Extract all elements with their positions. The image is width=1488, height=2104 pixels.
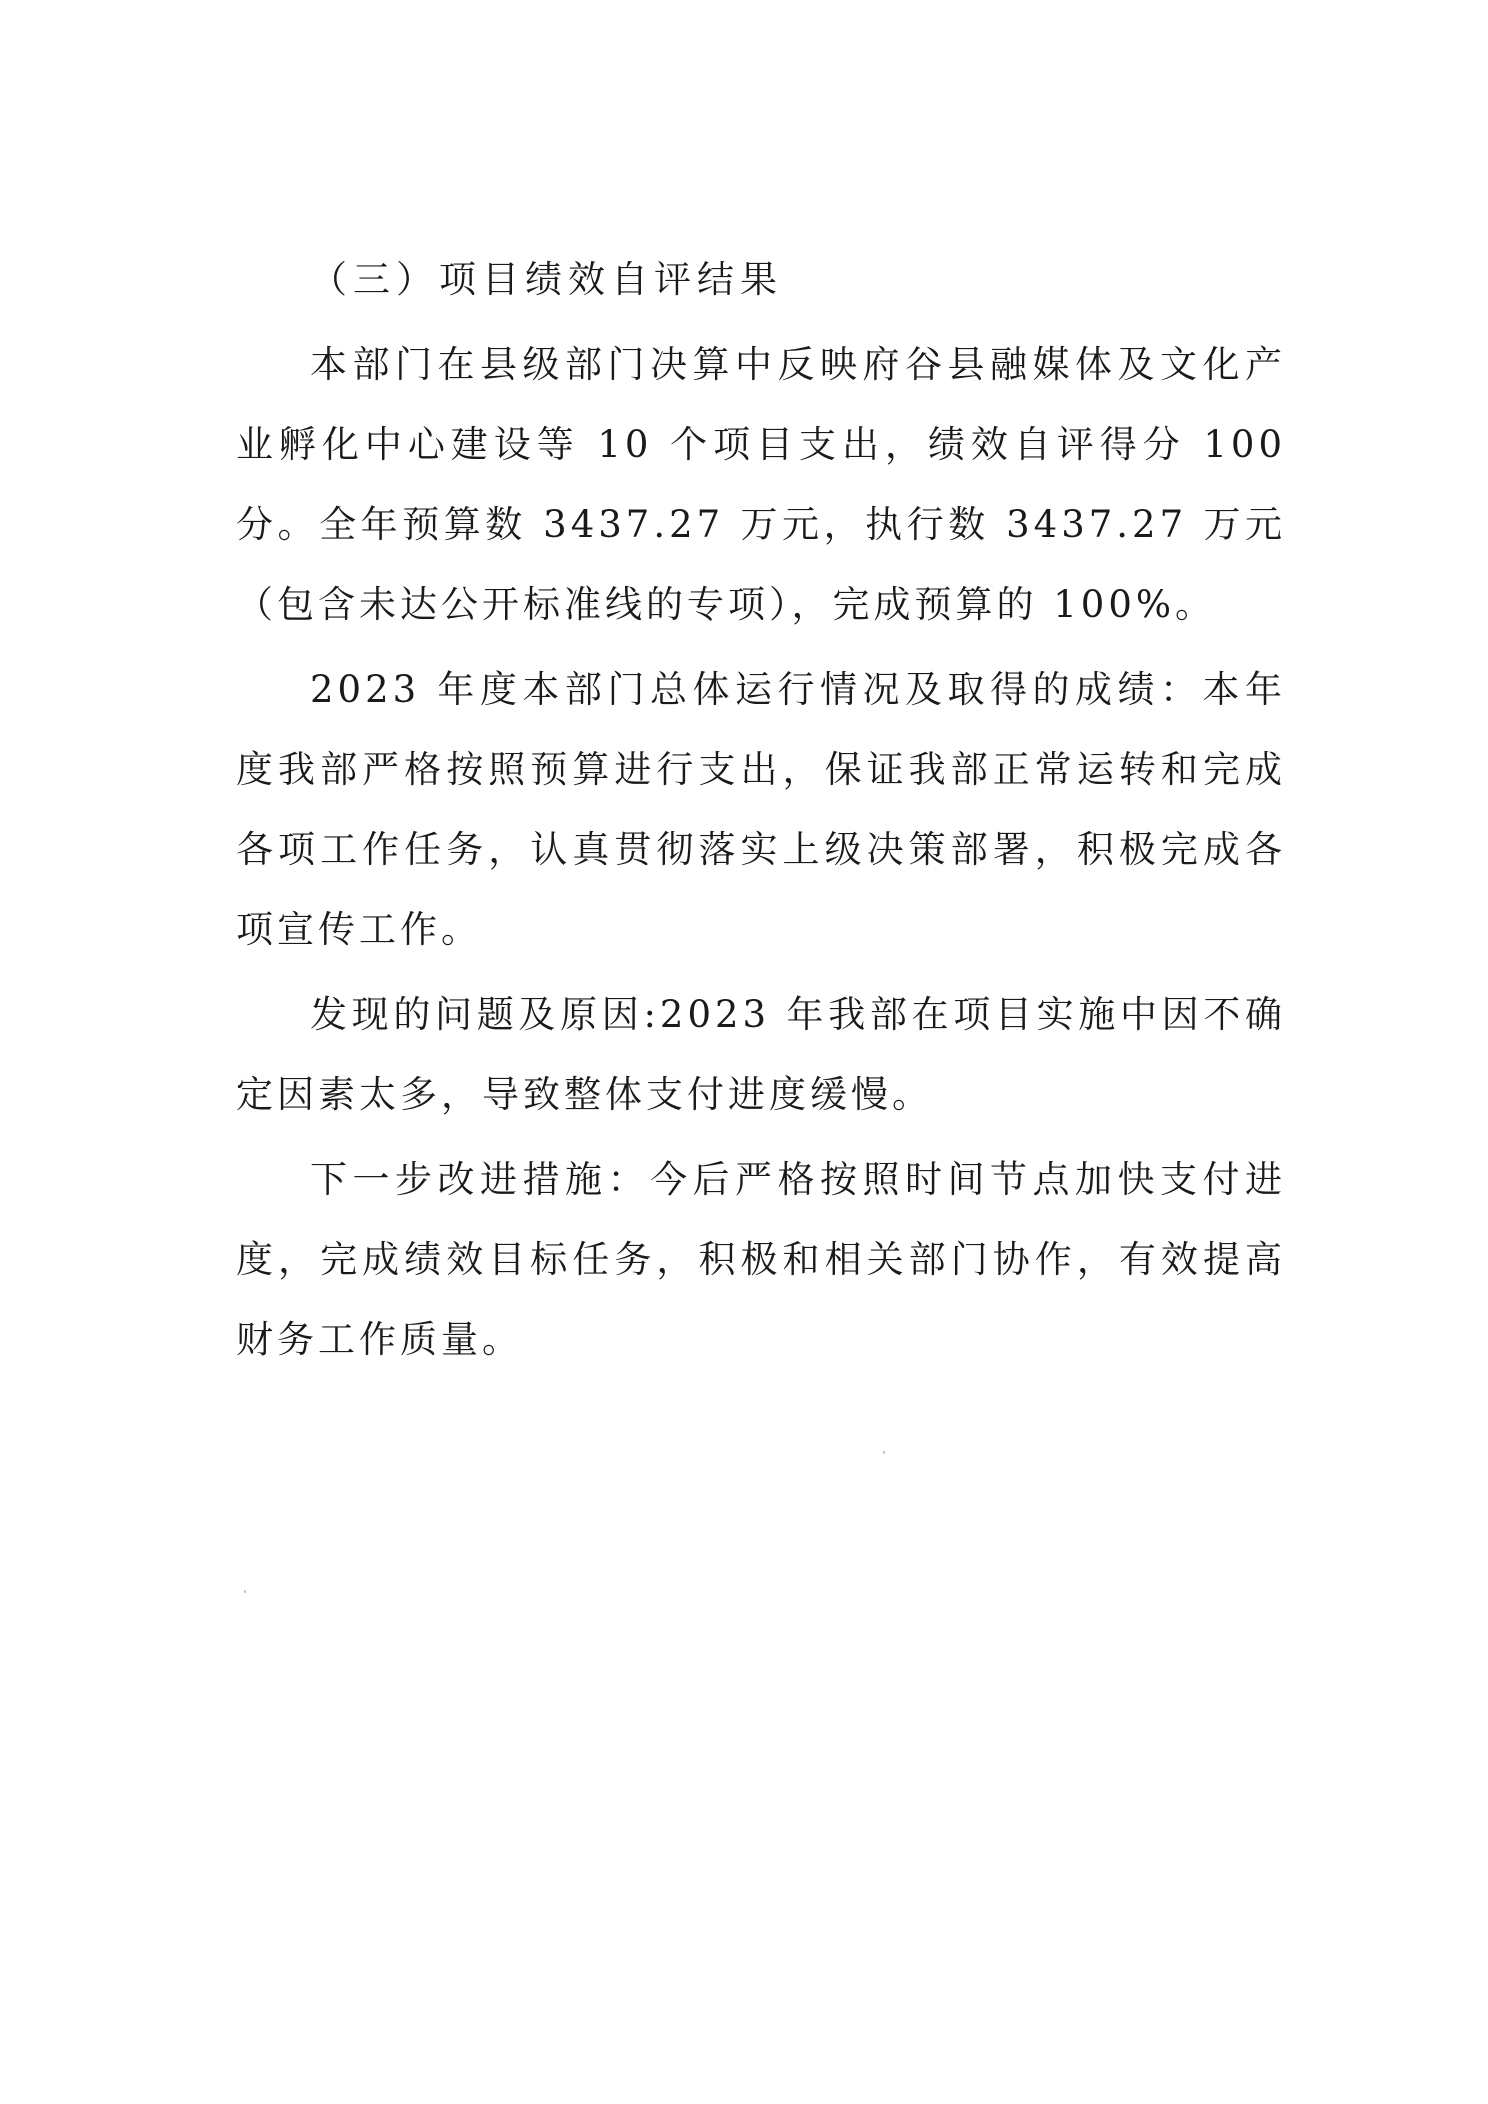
section-heading: （三）项目绩效自评结果 [310, 258, 783, 301]
scan-speck [883, 1451, 885, 1454]
paragraph-achievements: 2023 年度本部门总体运行情况及取得的成绩：本年度我部严格按照预算进行支出，保证我部正常运转和完成各项工作任务，认真贯彻落实上级决策部署，积极完成各项宣传工作。 [236, 668, 1286, 951]
paragraph-summary: 本部门在县级部门决算中反映府谷县融媒体及文化产业孵化中心建设等 10 个项目支出，绩效自评得分 100 分。全年预算数 3437.27 万元，执行数 3437.27 万元（包含未达公开标准线的专项），完成预算的 100%。 [236, 343, 1286, 626]
paragraph-problems: 发现的问题及原因:2023 年我部在项目实施中因不确定因素太多，导致整体支付进度缓慢。 [236, 993, 1286, 1116]
paragraph-improvements: 下一步改进措施：今后严格按照时间节点加快支付进度，完成绩效目标任务，积极和相关部门协作，有效提高财务工作质量。 [236, 1158, 1286, 1361]
document-body [236, 240, 1286, 1380]
scan-speck [244, 1590, 246, 1593]
